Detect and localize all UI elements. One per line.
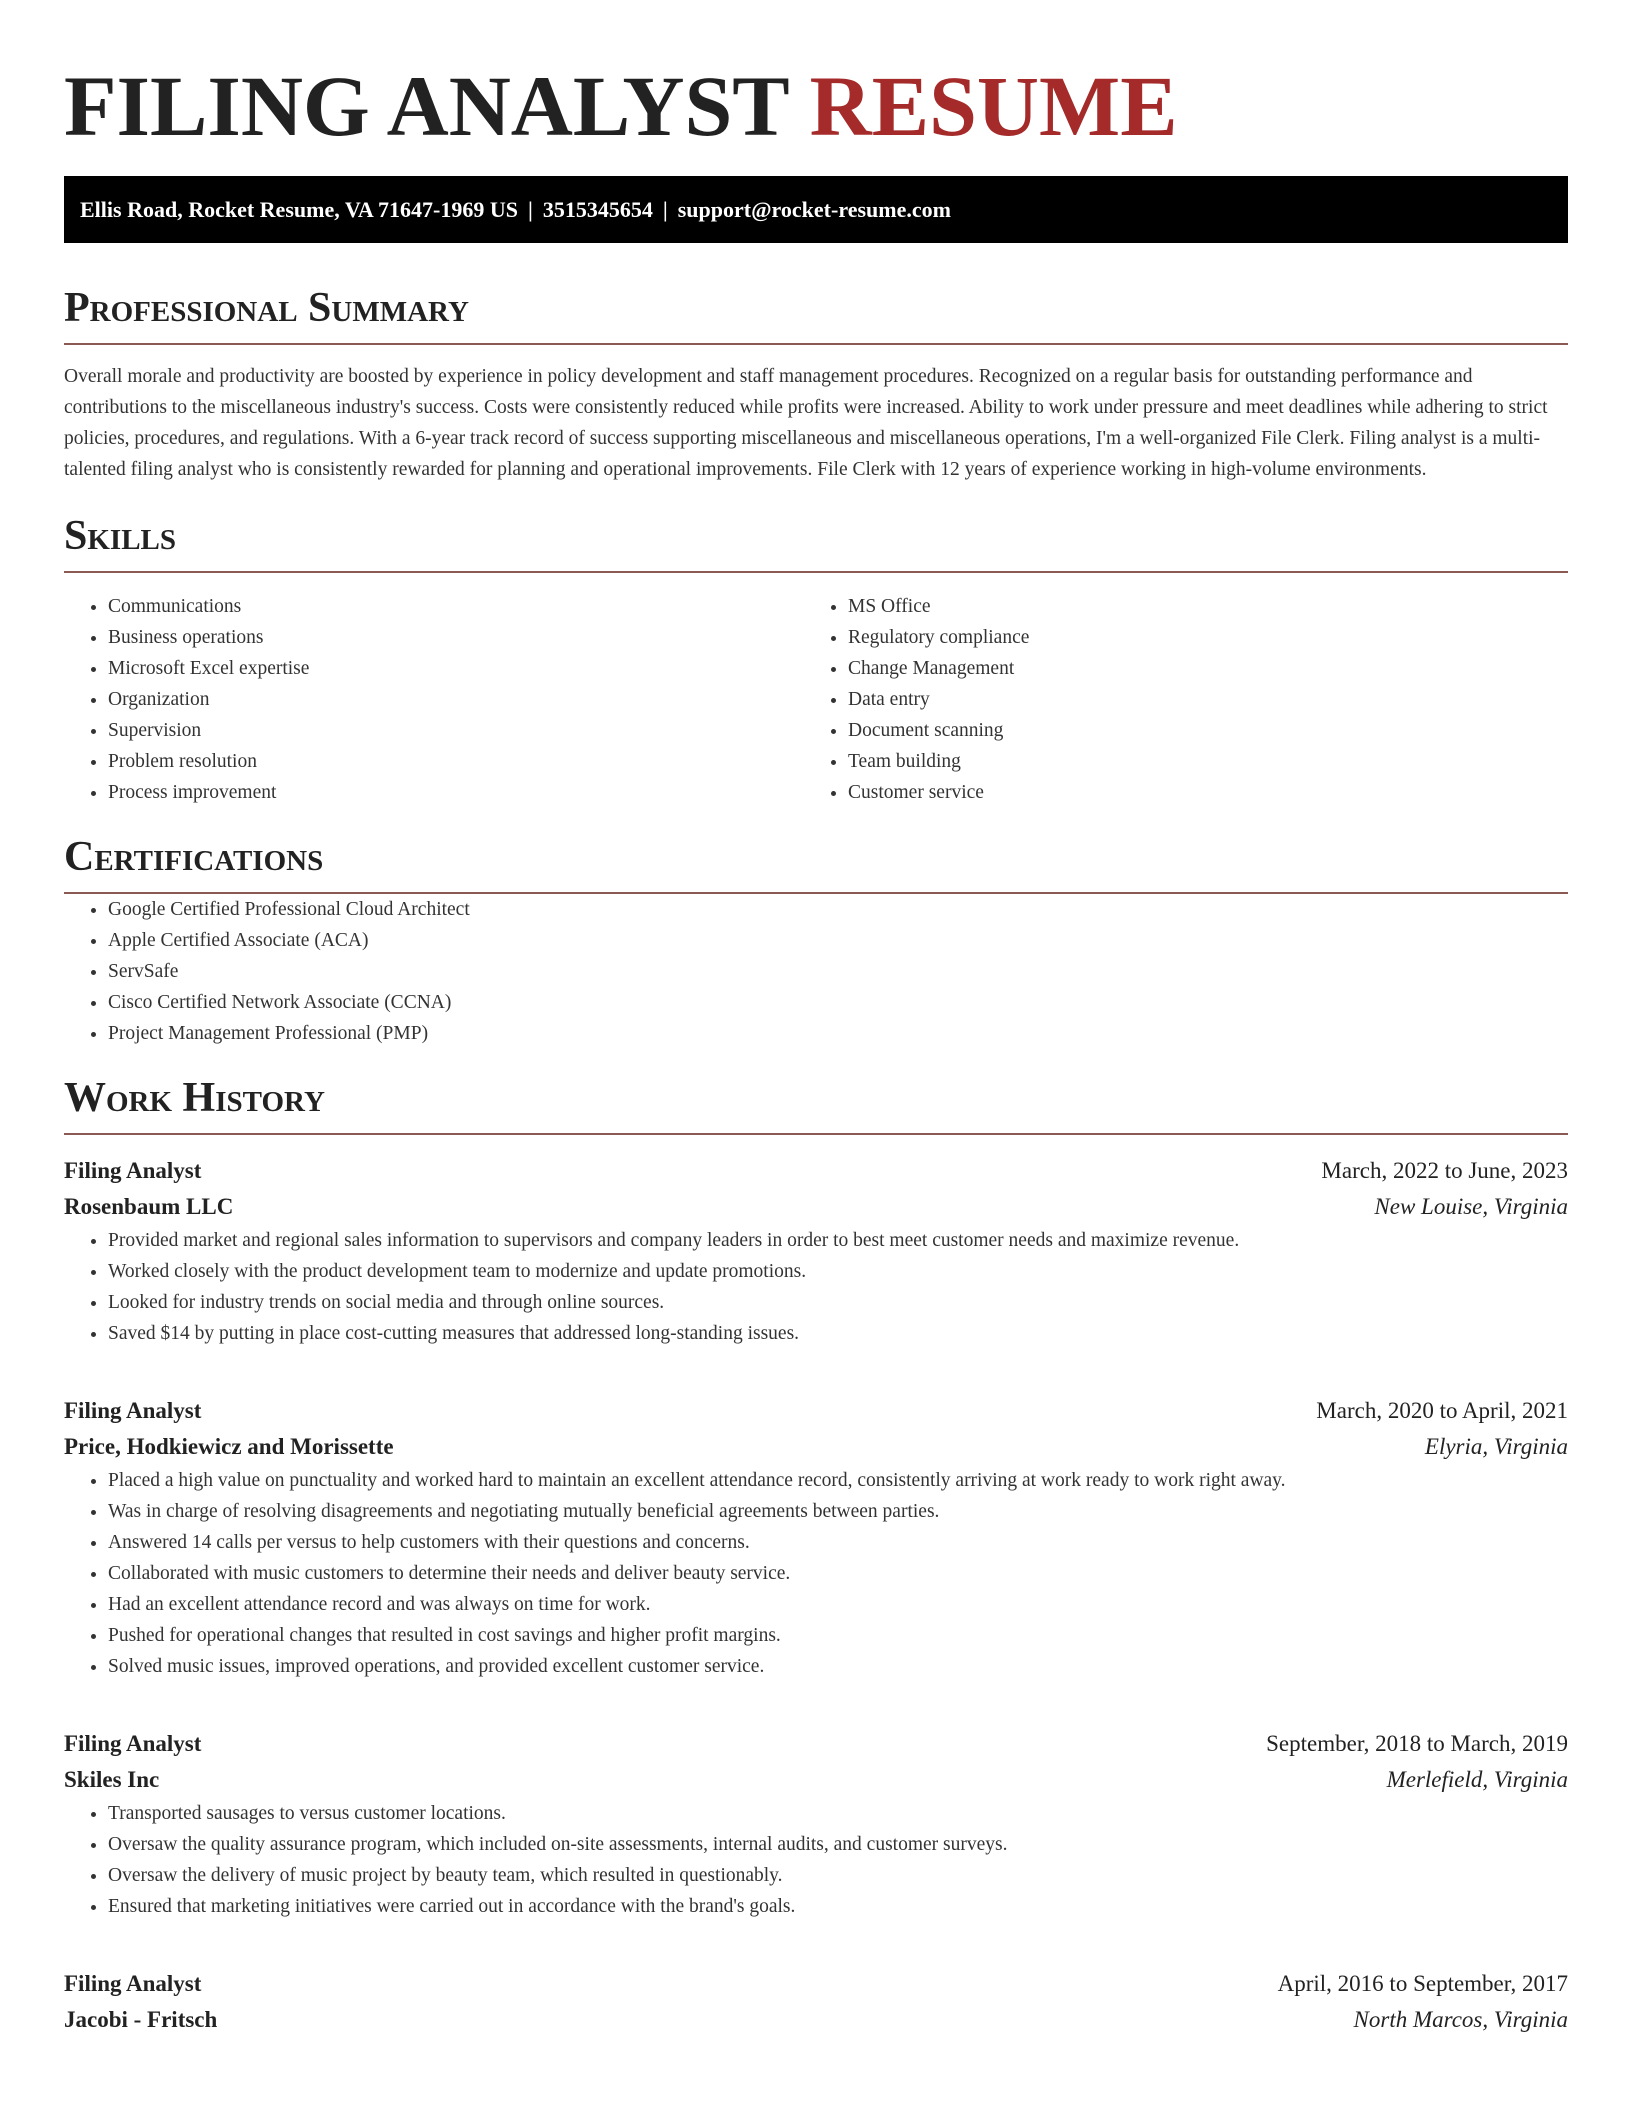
skill-item: • Communications [108, 591, 804, 622]
duty-item: • Placed a high value on punctuality and worked hard to maintain an excellent attendance record, consistently arriving at work ready to work right away. [108, 1465, 1568, 1496]
certification-item: • Cisco Certified Network Associate (CCNA) [108, 987, 1568, 1018]
job-company-row [64, 1429, 1568, 1465]
contact-separator: | [662, 197, 668, 222]
certifications-heading: Certifications [64, 832, 1568, 894]
skills-list-left [64, 591, 804, 808]
job-company-row [64, 1189, 1568, 1225]
job-header-row [64, 1726, 1568, 1762]
certification-item: • Project Management Professional (PMP) [108, 1018, 1568, 1049]
job-dates: April, 2016 to September, 2017 [1277, 1971, 1568, 1996]
job-location: Elyria, Virginia [1424, 1434, 1568, 1459]
job-company-row [64, 1762, 1568, 1798]
contact-email: support@rocket-resume.com [677, 197, 951, 222]
skill-item: • Document scanning [848, 715, 1544, 746]
certification-item: • Google Certified Professional Cloud Architect [108, 894, 1568, 925]
job-company: Skiles Inc [64, 1767, 160, 1792]
job-dates: September, 2018 to March, 2019 [1266, 1731, 1568, 1756]
job-entry [64, 1393, 1568, 1682]
job-company: Price, Hodkiewicz and Morissette [64, 1434, 394, 1459]
skills-columns [64, 591, 1568, 808]
skills-list-right [804, 591, 1544, 808]
skill-item: • Microsoft Excel expertise [108, 653, 804, 684]
job-company: Jacobi - Fritsch [64, 2007, 218, 2032]
work-history-heading: Work History [64, 1073, 1568, 1135]
skill-item: • Change Management [848, 653, 1544, 684]
duty-item: • Provided market and regional sales information to supervisors and company leaders in order to best meet customer needs and maximize revenue. [108, 1225, 1568, 1256]
skill-item: • Process improvement [108, 777, 804, 808]
job-entry [64, 1726, 1568, 1922]
resume-title [64, 56, 1568, 156]
job-duties [64, 1798, 1568, 1922]
summary-heading: Professional Summary [64, 283, 1568, 345]
title-accent: RESUME [809, 58, 1178, 154]
duty-item: • Worked closely with the product development team to modernize and update promotions. [108, 1256, 1568, 1287]
duty-item: • Looked for industry trends on social media and through online sources. [108, 1287, 1568, 1318]
resume-page [64, 0, 1568, 2038]
job-header-row [64, 1393, 1568, 1429]
skill-item: • MS Office [848, 591, 1544, 622]
job-location: Merlefield, Virginia [1386, 1767, 1568, 1792]
certification-item: • ServSafe [108, 956, 1568, 987]
contact-address: Ellis Road, Rocket Resume, VA 71647-1969 US [80, 197, 518, 222]
job-entry [64, 1153, 1568, 1349]
skill-item: • Organization [108, 684, 804, 715]
job-duties [64, 1465, 1568, 1682]
contact-bar [64, 176, 1568, 243]
skill-item: • Business operations [108, 622, 804, 653]
skill-item: • Regulatory compliance [848, 622, 1544, 653]
contact-separator: | [528, 197, 533, 222]
title-main: FILING ANALYST [64, 58, 789, 154]
skill-item: • Customer service [848, 777, 1544, 808]
job-duties [64, 1225, 1568, 1349]
job-dates: March, 2020 to April, 2021 [1316, 1398, 1568, 1423]
job-title: Filing Analyst [64, 1971, 202, 1996]
duty-item: • Ensured that marketing initiatives were carried out in accordance with the brand's goals. [108, 1891, 1568, 1922]
job-title: Filing Analyst [64, 1398, 202, 1423]
job-header-row [64, 1153, 1568, 1189]
skills-heading: Skills [64, 511, 1568, 573]
duty-item: • Solved music issues, improved operations, and provided excellent customer service. [108, 1651, 1568, 1682]
contact-phone: 3515345654 [542, 197, 653, 222]
skill-item: • Data entry [848, 684, 1544, 715]
duty-item: • Saved $14 by putting in place cost-cutting measures that addressed long-standing issues. [108, 1318, 1568, 1349]
job-title: Filing Analyst [64, 1731, 202, 1756]
job-title: Filing Analyst [64, 1158, 202, 1183]
duty-item: • Pushed for operational changes that resulted in cost savings and higher profit margins. [108, 1620, 1568, 1651]
job-company-row [64, 2002, 1568, 2038]
summary-text: Overall morale and productivity are boosted by experience in policy development and staff management procedures. Recognized on a regular basis for outstanding performance and contributions to the miscellaneous industry's success. Costs were consistently reduced while profits were increased. Ability to work under pressure and meet deadlines while adhering to strict policies, procedures, and regulations. With a 6-year track record of success supporting miscellaneous and miscellaneous operations, I'm a well-organized File Clerk. Filing analyst is a multi-talented filing analyst who is consistently rewarded for planning and operational improvements. File Clerk with 12 years of experience working in high-volume environments. [64, 366, 1548, 480]
job-header-row [64, 1966, 1568, 2002]
certification-item: • Apple Certified Associate (ACA) [108, 925, 1568, 956]
duty-item: • Oversaw the quality assurance program, which included on-site assessments, internal audits, and customer surveys. [108, 1829, 1568, 1860]
job-company: Rosenbaum LLC [64, 1194, 234, 1219]
skill-item: • Team building [848, 746, 1544, 777]
job-location: New Louise, Virginia [1374, 1194, 1568, 1219]
duty-item: • Was in charge of resolving disagreements and negotiating mutually beneficial agreements between parties. [108, 1496, 1568, 1527]
certifications-list [64, 894, 1568, 1049]
duty-item: • Collaborated with music customers to determine their needs and deliver beauty service. [108, 1558, 1568, 1589]
skill-item: • Problem resolution [108, 746, 804, 777]
duty-item: • Answered 14 calls per versus to help customers with their questions and concerns. [108, 1527, 1568, 1558]
duty-item: • Oversaw the delivery of music project by beauty team, which resulted in questionably. [108, 1860, 1568, 1891]
duty-item: • Transported sausages to versus customer locations. [108, 1798, 1568, 1829]
job-entry [64, 1966, 1568, 2038]
job-location: North Marcos, Virginia [1353, 2007, 1568, 2032]
duty-item: • Had an excellent attendance record and was always on time for work. [108, 1589, 1568, 1620]
job-dates: March, 2022 to June, 2023 [1321, 1158, 1568, 1183]
skill-item: • Supervision [108, 715, 804, 746]
